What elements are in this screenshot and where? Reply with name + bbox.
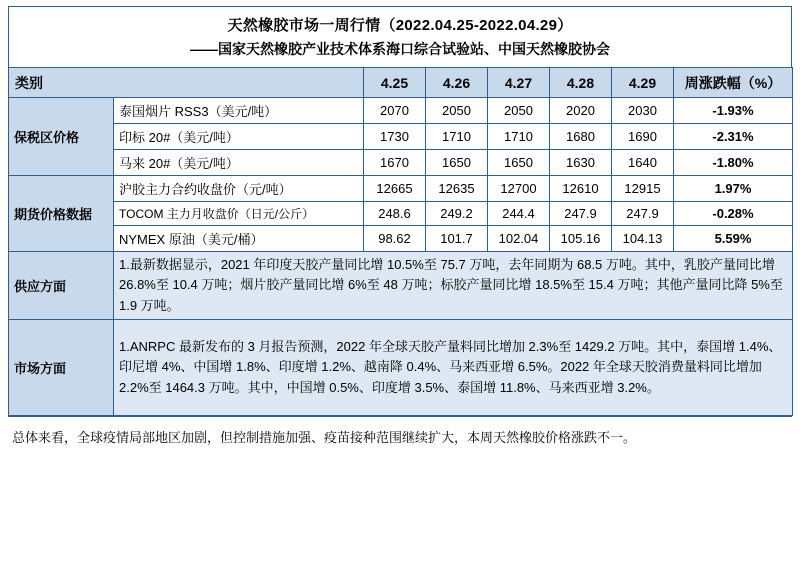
row-change: -0.28% [674, 202, 793, 226]
row-item-name: 印标 20#（美元/吨） [114, 124, 364, 150]
row-item-name: NYMEX 原油（美元/桶） [114, 226, 364, 252]
row-value: 1670 [364, 150, 426, 176]
market-data-table [8, 67, 793, 416]
row-change: -1.80% [674, 150, 793, 176]
row-value: 101.7 [426, 226, 488, 252]
row-value: 244.4 [488, 202, 550, 226]
row-value: 12915 [612, 176, 674, 202]
title-block [8, 6, 792, 67]
row-value: 1710 [488, 124, 550, 150]
row-value: 1690 [612, 124, 674, 150]
row-value: 248.6 [364, 202, 426, 226]
table-row [9, 98, 793, 124]
header-date-4: 4.28 [550, 68, 612, 98]
row-value: 249.2 [426, 202, 488, 226]
header-weekly-change: 周涨跌幅（%） [674, 68, 793, 98]
row-change: -2.31% [674, 124, 793, 150]
row-value: 98.62 [364, 226, 426, 252]
row-value: 2050 [488, 98, 550, 124]
row-value: 247.9 [612, 202, 674, 226]
row-value: 12635 [426, 176, 488, 202]
section-label-bonded-zone: 保税区价格 [9, 98, 114, 176]
table-row [9, 150, 793, 176]
row-value: 12610 [550, 176, 612, 202]
header-date-5: 4.29 [612, 68, 674, 98]
section-label-market: 市场方面 [9, 320, 114, 416]
row-value: 104.13 [612, 226, 674, 252]
row-item-name: 沪胶主力合约收盘价（元/吨） [114, 176, 364, 202]
row-value: 12665 [364, 176, 426, 202]
row-value: 1650 [426, 150, 488, 176]
header-category: 类别 [9, 68, 364, 98]
row-value: 1630 [550, 150, 612, 176]
row-change: 5.59% [674, 226, 793, 252]
section-label-futures: 期货价格数据 [9, 176, 114, 252]
row-value: 2070 [364, 98, 426, 124]
row-value: 2020 [550, 98, 612, 124]
footer-table [8, 416, 792, 456]
summary-text: 总体来看，全球疫情局部地区加剧，但控制措施加强、疫苗接种范围继续扩大，本周天然橡胶价格涨跌不一。 [8, 417, 792, 457]
row-value: 1730 [364, 124, 426, 150]
row-value: 1710 [426, 124, 488, 150]
header-date-2: 4.26 [426, 68, 488, 98]
row-value: 12700 [488, 176, 550, 202]
page-subtitle: ——国家天然橡胶产业技术体系海口综合试验站、中国天然橡胶协会 [9, 37, 791, 67]
market-paragraph: 1.ANRPC 最新发布的 3 月报告预测，2022 年全球天胶产量料同比增加 2.3%至 1429.2 万吨。其中，泰国增 1.4%、印尼增 4%、中国增 1.8%、印度增 1.2%、越南降 0.4%、马来西亚增 6.5%。2022 年全球天胶消费量料同比增加 2.2%至 1464.3 万吨。其中，中国增 0.5%、印度增 3.5%、泰国增 11.8%、马来西亚增 3.2%。 [114, 320, 793, 416]
row-change: -1.93% [674, 98, 793, 124]
header-date-1: 4.25 [364, 68, 426, 98]
row-change: 1.97% [674, 176, 793, 202]
row-value: 1650 [488, 150, 550, 176]
supply-paragraph: 1.最新数据显示，2021 年印度天胶产量同比增 10.5%至 75.7 万吨，去年同期为 68.5 万吨。其中，乳胶产量同比增 26.8%至 10.4 万吨；烟片胶产量同比增 6%至 48 万吨；标胶产量同比增 18.5%至 15.4 万吨；其他产量同比降 5%至 1.9 万吨。 [114, 252, 793, 320]
page-title: 天然橡胶市场一周行情（2022.04.25-2022.04.29） [9, 7, 791, 37]
row-item-name: 泰国烟片 RSS3（美元/吨） [114, 98, 364, 124]
table-row [9, 226, 793, 252]
section-label-supply: 供应方面 [9, 252, 114, 320]
header-date-3: 4.27 [488, 68, 550, 98]
table-row [9, 202, 793, 226]
row-item-name: 马来 20#（美元/吨） [114, 150, 364, 176]
row-value: 2050 [426, 98, 488, 124]
row-value: 105.16 [550, 226, 612, 252]
table-row [9, 124, 793, 150]
row-value: 1640 [612, 150, 674, 176]
table-row [9, 320, 793, 416]
row-value: 1680 [550, 124, 612, 150]
table-row [9, 176, 793, 202]
row-item-name: TOCOM 主力月收盘价（日元/公斤） [114, 202, 364, 226]
table-header-row [9, 68, 793, 98]
row-value: 247.9 [550, 202, 612, 226]
table-row [9, 252, 793, 320]
row-value: 102.04 [488, 226, 550, 252]
row-value: 2030 [612, 98, 674, 124]
